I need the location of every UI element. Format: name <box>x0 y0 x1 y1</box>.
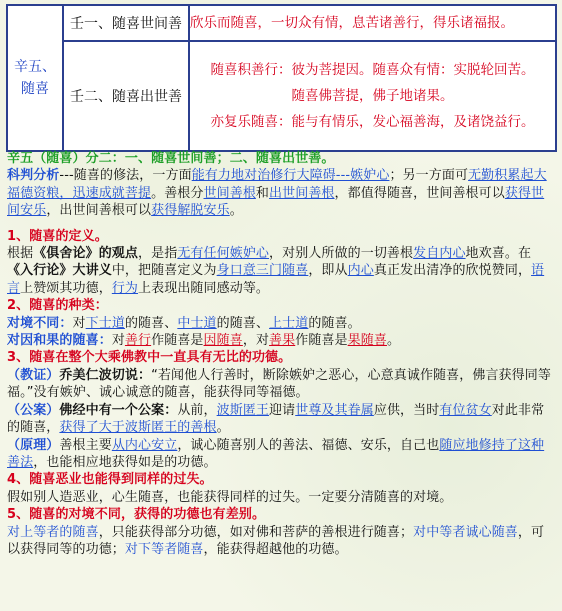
outline-branch-2: 壬二、随喜出世善 <box>63 41 189 151</box>
merit-scripture-paragraph: （教证）乔美仁波切说：“若闻他人行善时，断除嫉妒之恶心，心意真诚作随喜，佛言获得同等福。”没有嫉妒、诚心诚意的随喜，能获得同等福德。 <box>7 367 551 401</box>
merit-principle-paragraph: （原理）善根主要从内心安立，诚心随喜别人的善法、福德、安乐，自己也随应地修持了这种善法，也能相应地获得如是的功德。 <box>7 437 545 470</box>
definition-title: 1、随喜的定义。 <box>7 228 108 244</box>
types-object-line: 对境不同：对下士道的随喜、中士道的随喜、上士道的随喜。 <box>7 315 361 331</box>
outline-branch-2-line: 亦复乐随喜：能与有情乐，发心福善海，及诸饶益行。 <box>210 114 535 130</box>
difference-title: 5、随喜的对境不同，获得的功德也有差别。 <box>7 507 266 523</box>
evil-title: 4、随喜恶业也能得到同样的过失。 <box>7 472 213 488</box>
evil-paragraph: 假如别人造恶业，心生随喜，也能获得同样的过失。一定要分清随喜的对境。 <box>7 489 453 505</box>
difference-paragraph: 对上等者的随喜，只能获得部分功德，如对佛和菩萨的善根进行随喜；对中等者诚心随喜，可以获得同等的功德；对下等者随喜，能获得超越他的功德。 <box>7 524 545 557</box>
definition-paragraph: 根据《俱舍论》的观点，是指无有任何嫉妒心，对别人所做的一切善根发自内心地欢喜。在《入行论》大讲义中，把随喜定义为身口意三门随喜，即从内心真正发出清净的欣悦赞同，语言上赞颂其功德，行为上表现出随同感动等。 <box>7 246 545 296</box>
types-cause-line: 对因和果的随喜：对善行作随喜是因随喜，对善果作随喜是果随喜。 <box>7 333 401 349</box>
outline-branch-2-line: 随喜积善行：彼为菩提因。随喜众有情：实脱轮回苦。 <box>210 62 535 78</box>
outline-branch-2-text <box>189 41 556 151</box>
outline-branch-1: 壬一、随喜世间善 <box>63 5 189 41</box>
document-body <box>7 150 557 558</box>
outline-table <box>6 4 557 152</box>
outline-root-line1: 辛五、 <box>14 59 56 75</box>
outline-branch-1-text: 欣乐而随喜，一切众有情，息苦诸善行，得乐诸福报。 <box>189 5 556 41</box>
outline-branch-2-line: 随喜佛菩提，佛子地诸果。 <box>291 88 454 104</box>
outline-root <box>7 5 63 151</box>
outline-root-line2: 随喜 <box>21 81 49 97</box>
analysis-paragraph: 科判分析---随喜的修法，一方面能有力地对治修行大障碍---嫉妒心；另一方面可无勤积累起大福德资粮，迅速成就菩提。善根分世间善根和出世间善根，都值得随喜，世间善根可以获得世间安乐，出世间善根可以获得解脱安乐。 <box>7 168 547 219</box>
types-title: 2、随喜的种类： <box>7 298 108 314</box>
section-heading: 辛五（随喜）分二：一、随喜世间善；二、随喜出世善。 <box>7 151 335 166</box>
merit-title: 3、随喜在整个大乘佛教中一直具有无比的功德。 <box>7 350 292 366</box>
merit-story-paragraph: （公案）佛经中有一个公案：从前，波斯匿王迎请世尊及其眷属应供，当时有位贫女对此非常的随喜，获得了大于波斯匿王的善根。 <box>7 402 545 436</box>
